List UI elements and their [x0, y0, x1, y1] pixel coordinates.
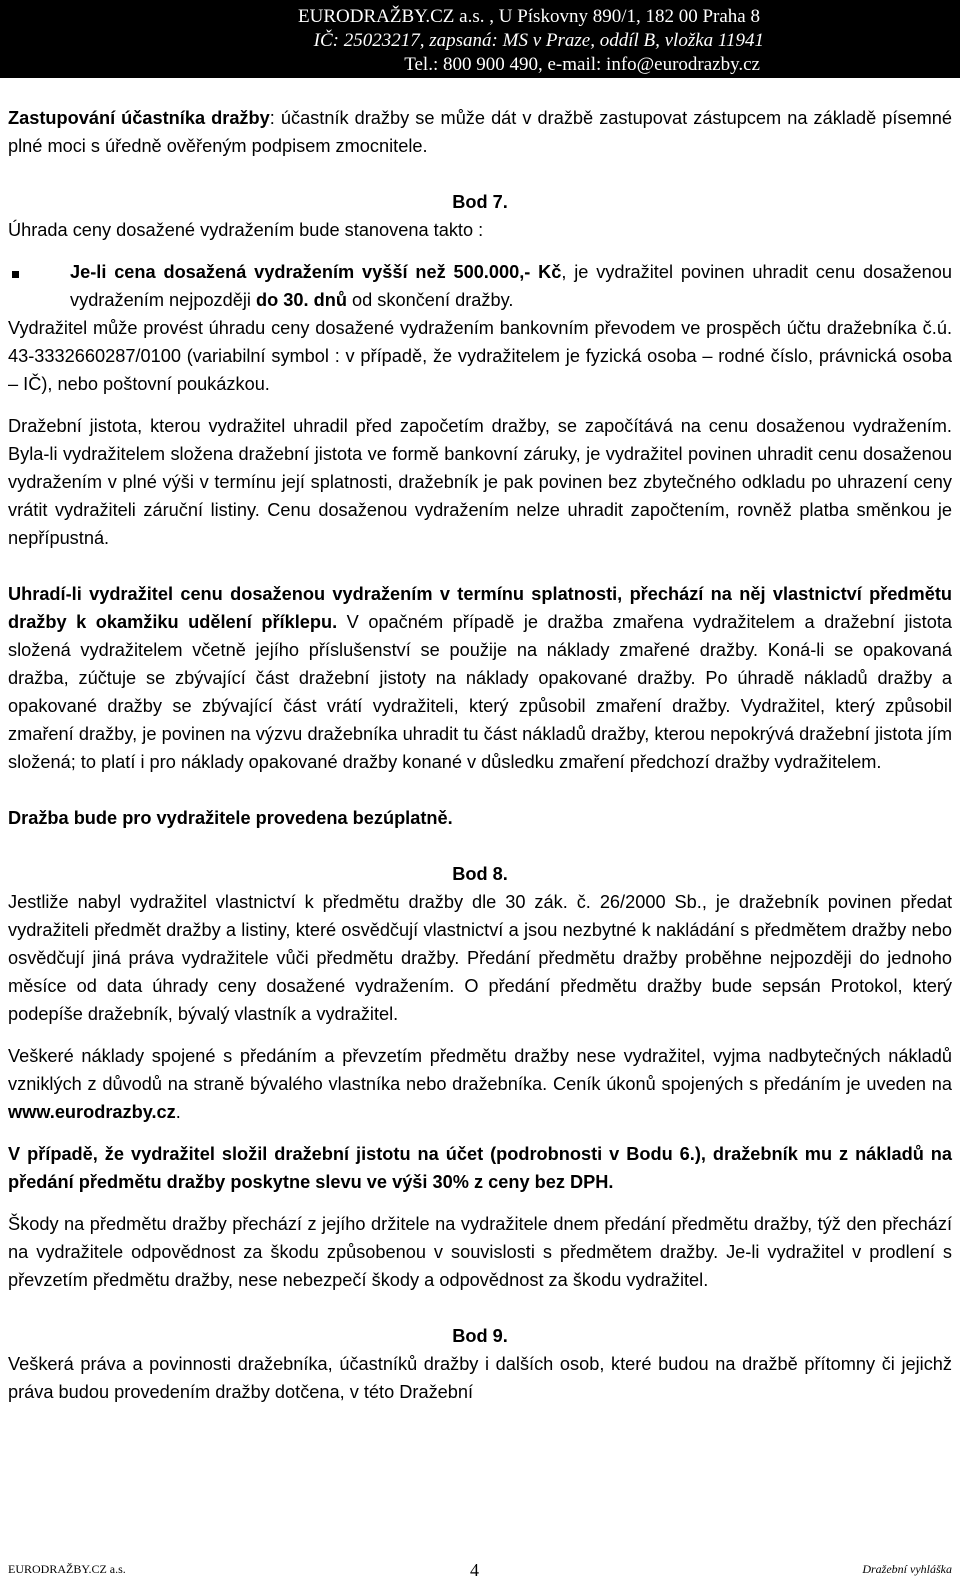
ownership-bold: Uhradí-li vydražitel cenu dosaženou vydražením v termínu splatnosti, přechází na něj vlastnictví předmětu dražby k okamžiku udělení příklepu. [8, 584, 952, 632]
costs-paragraph [8, 1042, 952, 1126]
guarantee-paragraph: Dražební jistota, kterou vydražitel uhradil před započetím dražby, se započítává na cenu dosaženou vydražením. Byla-li vydražitelem složena dražební jistota ve formě bankovní záruky, je vydražitel povinen uhradit cenu dosaženou vydražením v plné výši v termínu její splatnosti, dražebník je pak povinen bez zbytečného odkladu po uhrazení ceny vrátit vydražiteli záruční listiny. Cenu dosaženou vydražením nelze uhradit započtením, rovněž platba směnkou je nepřípustná. [8, 416, 952, 548]
ownership-paragraph [8, 580, 952, 776]
rights-paragraph: Veškerá práva a povinnosti dražebníka, účastníků dražby i dalších osob, které budou na dražbě přítomny či jejichž práva budou provedením dražby dotčena, v této Dražební [8, 1354, 952, 1402]
section-title-bod9: Bod 9. [452, 1326, 508, 1346]
discount-bold: V případě, že vydražitel složil dražební jistotu na účet (podrobnosti v Bodu 6.), dražebník mu z nákladů na předání předmětu dražby poskytne slevu ve výši 30% z ceny bez DPH. [8, 1144, 952, 1192]
payment-intro: Úhrada ceny dosažené vydražením bude stanovena takto : [8, 220, 484, 240]
payment-bullet-item [8, 258, 952, 314]
header-line-company: EURODRAŽBY.CZ a.s. , U Pískovny 890/1, 182 00 Praha 8 [298, 6, 760, 27]
costs-end: . [175, 1102, 181, 1122]
website-link[interactable]: www.eurodrazby.cz [8, 1102, 176, 1122]
representation-text: : účastník dražby se může dát v dražbě zastupovat zástupcem na základě písemné plné moci s úředně ověřeným podpisem zmocnitele. [8, 108, 953, 156]
bullet-bold-price: Je-li cena dosažená vydražením vyšší než 500.000,- Kč [70, 262, 562, 282]
footer-company: EURODRAŽBY.CZ a.s. [8, 1562, 126, 1576]
damage-paragraph: Škody na předmětu dražby přechází z jejího držitele na vydražitele dnem předání předmětu dražby, týž den přechází na vydražitele odpovědnost za škodu způsobenou v souvislosti s předmětem dražby. Je-li vydražitel v prodlení s převzetím předmětu dražby, nese nebezpečí škody a odpovědnost za škodu vydražitel. [8, 1214, 952, 1290]
document-body [8, 104, 952, 1406]
free-of-charge-bold: Dražba bude pro vydražitele provedena bezúplatně. [8, 808, 453, 828]
section-title-bod7: Bod 7. [452, 192, 508, 212]
payment-method-paragraph: Vydražitel může provést úhradu ceny dosažené vydražením bankovním převodem ve prospěch účtu dražebníka č.ú. 43-3332660287/0100 (variabilní symbol : v případě, že vydražitelem je fyzická osoba – rodné číslo, právnická osoba – IČ), nebo poštovní poukázkou. [8, 318, 952, 394]
page-number: 4 [470, 1560, 479, 1580]
page-footer [0, 1555, 960, 1581]
bullet-text-1: , je vydražitel povinen uhradit cenu dosaženou vydražením nejpozději [70, 262, 952, 310]
discount-paragraph [8, 1140, 952, 1196]
section-title-bod8: Bod 8. [452, 864, 508, 884]
company-header [0, 0, 960, 78]
bullet-bold-deadline: do 30. dnů [256, 290, 347, 310]
bullet-text-2: od skončení dražby. [346, 290, 514, 310]
costs-text: Veškeré náklady spojené s předáním a převzetím předmětu dražby nese vydražitel, vyjma nadbytečných nákladů vzniklých z důvodů na straně bývalého vlastníka nebo dražebníka. Ceník úkonů spojených s předáním je uveden na [8, 1046, 952, 1094]
representation-paragraph [8, 104, 952, 160]
free-of-charge-paragraph [8, 804, 952, 832]
square-bullet-icon [8, 258, 70, 314]
footer-document-name: Dražební vyhláška [862, 1562, 952, 1576]
header-line-contact: Tel.: 800 900 490, e-mail: info@eurodrazby.cz [404, 54, 760, 75]
header-line-registration: IČ: 25023217, zapsaná: MS v Praze, oddíl B, vložka 11941 [313, 30, 764, 51]
ownership-text: V opačném případě je dražba zmařena vydražitelem a dražební jistota složená vydražitelem včetně jejího příslušenství se použije na náklady zmařené dražby. Koná-li se opakovaná dražba, zúčtuje se zbývající část dražební jistoty na náklady opakované dražby. Po úhradě nákladů dražby a opakované dražby se zbývající část vrátí vydražiteli, který způsobil zmaření dražby. Vydražitel, který způsobil zmaření dražby, je povinen na výzvu dražebníka uhradit tu část nákladů dražby, kterou nepokrývá dražební jistota jím složená; to platí i pro náklady opakované dražby konané v důsledku zmaření předchozí dražby vydražitelem. [8, 612, 952, 772]
representation-heading: Zastupování účastníka dražby [8, 108, 270, 128]
handover-paragraph: Jestliže nabyl vydražitel vlastnictví k předmětu dražby dle 30 zák. č. 26/2000 Sb., je dražebník povinen předat vydražiteli předmět dražby a listiny, které osvědčují vlastnictví a jsou nezbytné k nakládání s předmětem dražby nebo osvědčují jiná práva vydražitele vůči předmětu dražby. Předání předmětu dražby proběhne nejpozději do jednoho měsíce od data úhrady ceny dosažené vydražením. O předání předmětu dražby bude sepsán Protokol, který podepíše dražebník, bývalý vlastník a vydražitel. [8, 892, 952, 1024]
